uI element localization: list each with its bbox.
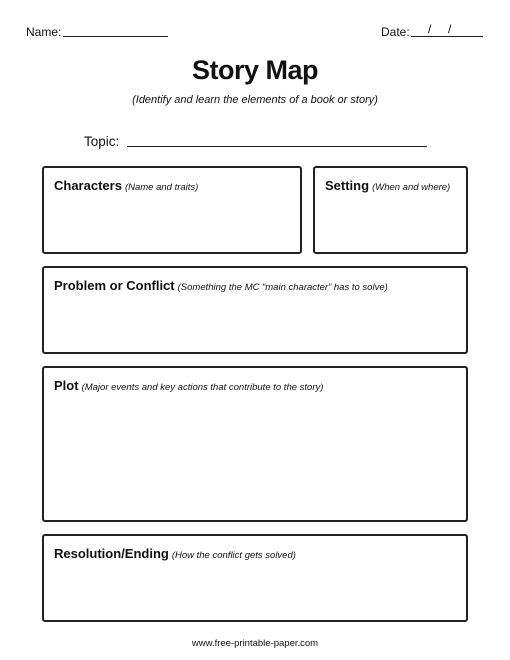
problem-box[interactable] <box>42 266 468 354</box>
plot-hint: (Major events and key actions that contribute to the story) <box>81 382 324 393</box>
setting-box[interactable] <box>313 166 468 254</box>
name-field[interactable] <box>63 36 168 37</box>
topic-field[interactable] <box>127 146 427 147</box>
page-subtitle: (Identify and learn the elements of a book or story) <box>132 94 378 106</box>
characters-title: Characters <box>54 178 122 193</box>
date-field[interactable] <box>411 36 483 37</box>
name-label: Name: <box>26 25 62 39</box>
resolution-title: Resolution/Ending <box>54 546 169 561</box>
plot-box[interactable] <box>42 366 468 522</box>
topic-label: Topic: <box>84 134 120 149</box>
problem-title: Problem or Conflict <box>54 278 175 293</box>
characters-hint: (Name and traits) <box>124 182 199 193</box>
footer-url: www.free-printable-paper.com <box>191 638 319 649</box>
characters-box[interactable] <box>42 166 302 254</box>
date-separator-2: / <box>448 22 452 36</box>
setting-title: Setting <box>325 178 370 193</box>
resolution-box[interactable] <box>42 534 468 622</box>
page-title: Story Map <box>191 55 319 85</box>
date-label: Date: <box>381 25 410 39</box>
plot-title: Plot <box>54 378 79 393</box>
resolution-hint: (How the conflict gets solved) <box>171 550 296 561</box>
problem-hint: (Something the MC “main character” has to solve) <box>177 282 388 293</box>
date-separator-1: / <box>428 22 432 36</box>
setting-hint: (When and where) <box>372 182 451 193</box>
